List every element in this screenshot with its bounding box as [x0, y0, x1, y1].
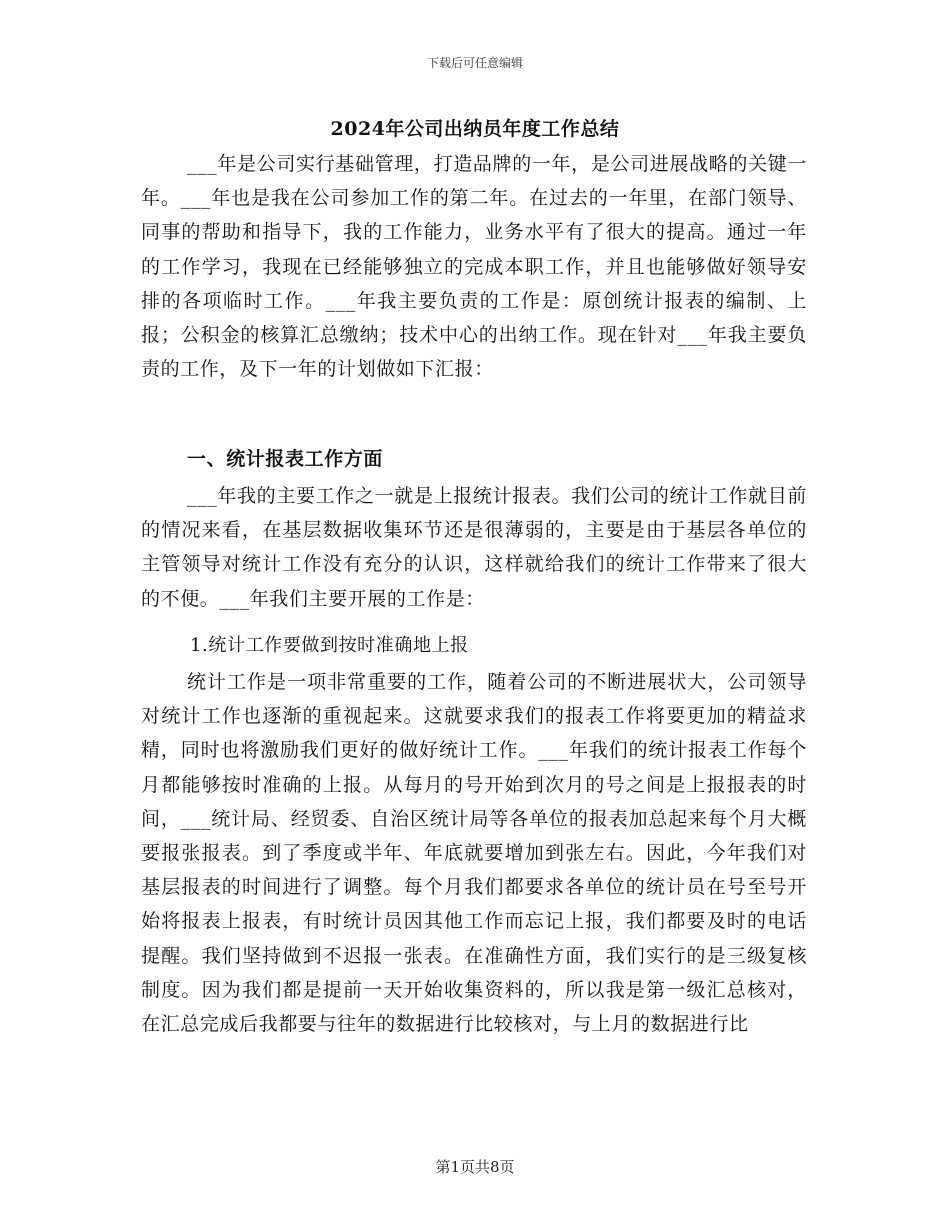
document-title: 2024年公司出纳员年度工作总结 [330, 118, 620, 140]
section-paragraph-statistics: ___年我的主要工作之一就是上报统计报表。我们公司的统计工作就目前的情况来看，在基层数据收集环节还是很薄弱的，主要是由于基层各单位的主管领导对统计工作没有充分的认识，这样就给我们的统计工作带来了很大的不便。___年我们主要开展的工作是： [141, 485, 807, 610]
intro-paragraph: ___年是公司实行基础管理，打造品牌的一年，是公司进展战略的关键一年。___年也是我在公司参加工作的第二年。在过去的一年里，在部门领导、同事的帮助和指导下，我的工作能力，业务水平有了很大的提高。通过一年的工作学习，我现在已经能够独立的完成本职工作，并且也能够做好领导安排的各项临时工作。___年我主要负责的工作是：原创统计报表的编制、上报；公积金的核算汇总缴纳；技术中心的出纳工作。现在针对___年我主要负责的工作，及下一年的计划做如下汇报： [141, 153, 807, 381]
page-number: 第1页共8页 [435, 1158, 515, 1176]
header-note: 下载后可任意编辑 [426, 56, 523, 70]
subsection-heading-on-time: 1.统计工作要做到按时准确地上报 [190, 635, 469, 656]
subsection-paragraph-on-time: 统计工作是一项非常重要的工作，随着公司的不断进展状大，公司领导对统计工作也逐渐的重视起来。这就要求我们的报表工作将要更加的精益求精，同时也将激励我们更好的做好统计工作。___年我们的统计报表工作每个月都能够按时准确的上报。从每月的号开始到次月的号之间是上报报表的时间，___统计局、经贸委、自治区统计局等各单位的报表加总起来每个月大概要报张报表。到了季度或半年、年底就要增加到张左右。因此，今年我们对基层报表的时间进行了调整。每个月我们都要求各单位的统计员在号至号开始将报表上报表，有时统计员因其他工作而忘记上报，我们都要及时的电话提醒。我们坚持做到不迟报一张表。在准确性方面，我们实行的是三级复核制度。因为我们都是提前一天开始收集资料的，所以我是第一级汇总核对，在汇总完成后我都要与往年的数据进行比较核对，与上月的数据进行比 [141, 671, 807, 1036]
section-heading-statistics: 一、统计报表工作方面 [187, 448, 384, 470]
